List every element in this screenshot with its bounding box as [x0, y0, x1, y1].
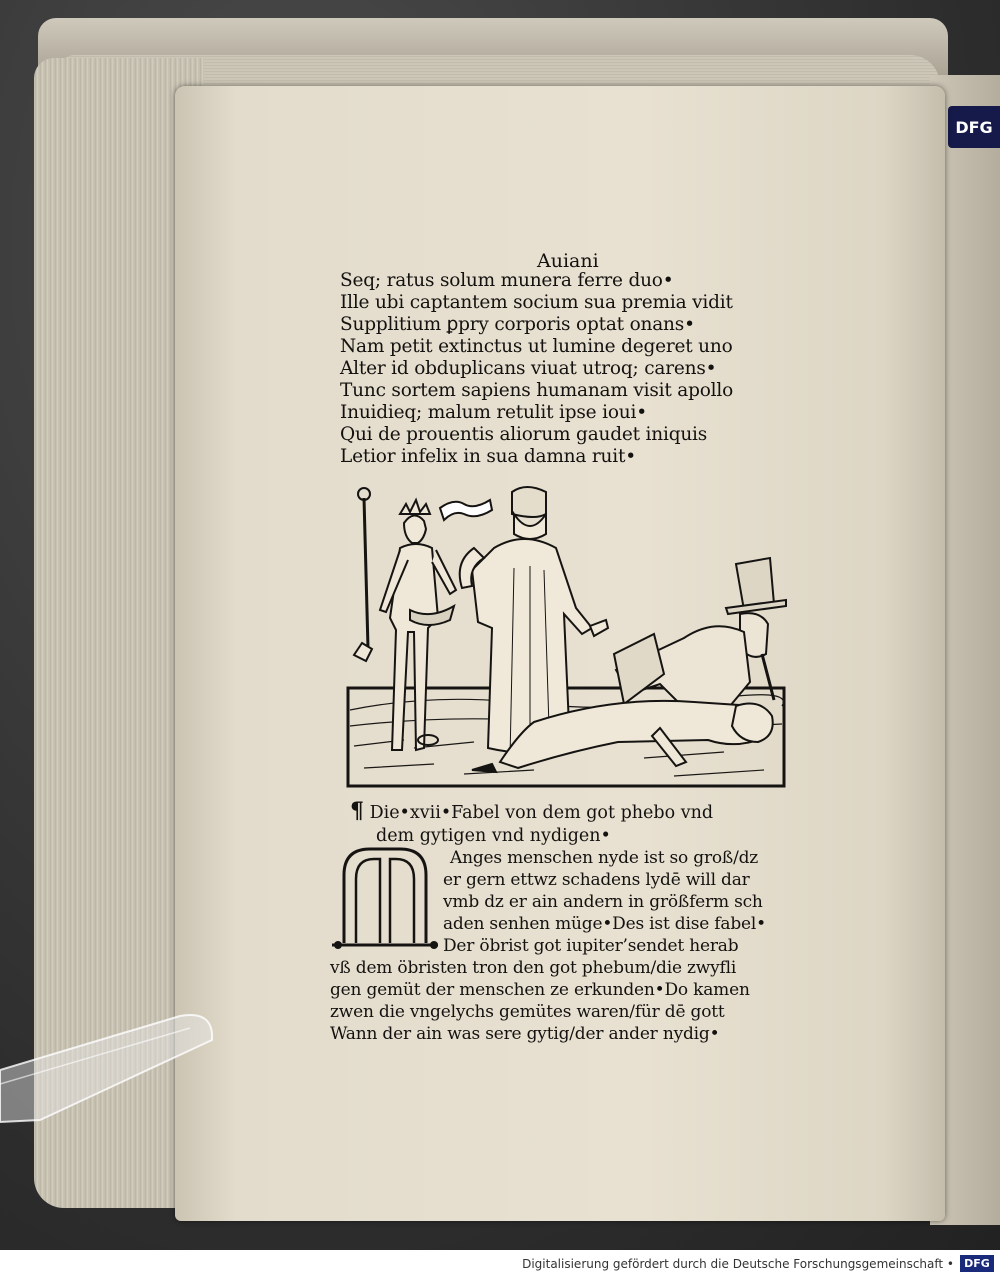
prose-line: Der öbrist got iupiter’sendet herab [443, 936, 739, 956]
verse-line: Ille ubi captantem socium sua premia vidit [340, 292, 733, 313]
prose-line: Anges menschen nyde ist so groß/dz [450, 848, 759, 868]
verse-line: Qui de prouentis aliorum gaudet iniquis [340, 424, 708, 445]
prose-line: vß dem öbristen tron den got phebum/die zwyfli [330, 958, 737, 978]
verse-line: Alter id obduplicans viuat utroq; carens• [340, 358, 717, 379]
pilcrow-mark: ¶ [350, 798, 364, 824]
fable-heading [350, 800, 713, 848]
prose-line: vmb dz er ain andern in größferm sch [443, 892, 763, 912]
verse-line: Tunc sortem sapiens humanam visit apollo [340, 380, 734, 401]
running-head: Auiani [537, 250, 599, 272]
footer-credit: Digitalisierung gefördert durch die Deutsche Forschungsgemeinschaft • [522, 1257, 954, 1271]
prose-line: er gern ettwz schadens lydē will dar [443, 870, 750, 890]
verse-line: Letior infelix in sua damna ruit• [340, 446, 636, 467]
fable-heading-line2: dem gytigen vnd nydigen• [376, 826, 611, 846]
prose-line: gen gemüt der menschen ze erkunden•Do kamen [330, 980, 750, 1000]
latin-verse [340, 270, 733, 468]
ornamental-initial [330, 845, 440, 953]
prose-line: aden senhen müge•Des ist dise fabel• [443, 914, 766, 934]
woodcut-illustration [344, 478, 788, 790]
page-clamp [0, 1010, 215, 1130]
verse-line: Seq; ratus solum munera ferre duo• [340, 270, 674, 291]
prose-line: Wann der ain was sere gytig/der ander nydig• [330, 1024, 720, 1044]
dfg-side-badge: DFG [948, 106, 1000, 148]
footer-bar [0, 1250, 1000, 1278]
hatted-figure [614, 558, 786, 706]
verse-line: Nam petit extinctus ut lumine degeret uno [340, 336, 733, 357]
prose-line: zwen die vngelychs gemütes waren/für dē gott [330, 1002, 725, 1022]
fable-heading-line1: Die•xvii•Fabel von dem got phebo vnd [369, 803, 714, 823]
verse-line: Supplitium ꝑpry corporis optat onans• [340, 314, 695, 335]
king-figure [354, 488, 492, 750]
verse-line: Inuidieq; malum retulit ipse ioui• [340, 402, 647, 423]
dfg-logo: DFG [960, 1255, 994, 1272]
